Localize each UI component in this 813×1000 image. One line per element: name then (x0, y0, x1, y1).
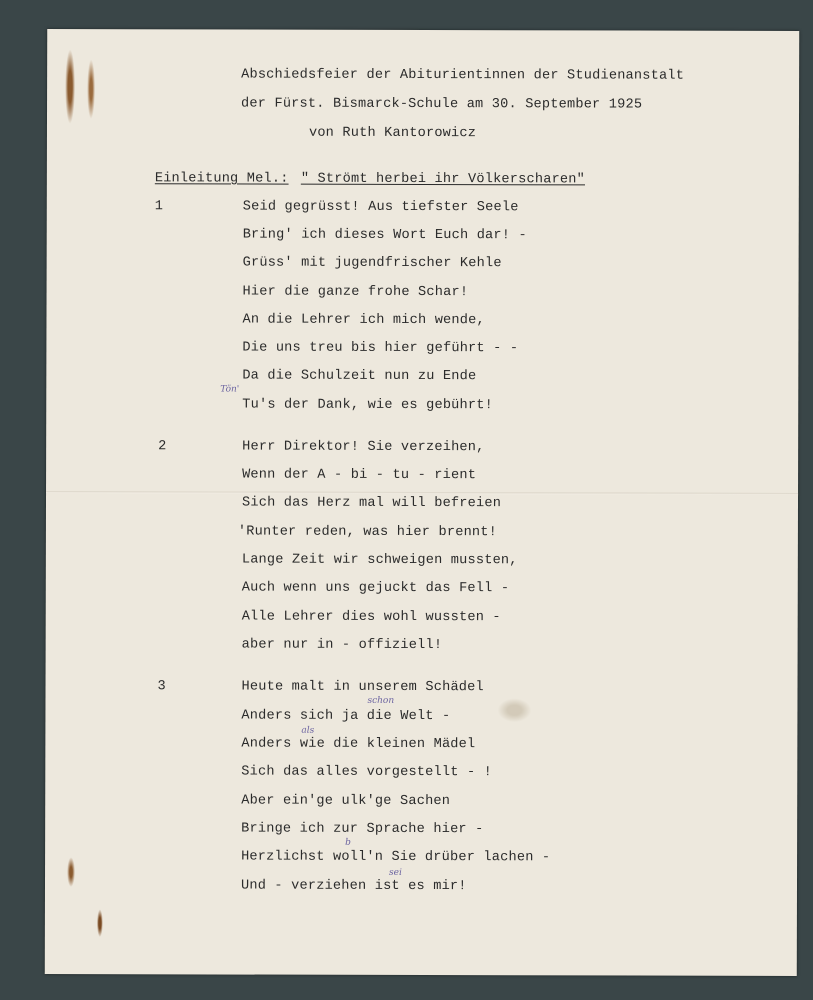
pencil-annotation: schon (367, 695, 395, 706)
verse-line: Herr Direktor! Sie verzeihen, (242, 439, 485, 456)
verse-number: 3 (157, 679, 166, 695)
verse-line: Bring' ich dieses Wort Euch dar! - (242, 227, 527, 244)
verse-number: 1 (154, 199, 163, 215)
header-line-1: Abschiedsfeier der Abiturientinnen der Studienanstalt (241, 67, 685, 84)
pencil-annotation: sei (389, 867, 402, 878)
verse-line: An die Lehrer ich mich wende, (242, 312, 485, 329)
intro-melody: " Strömt herbei ihr Völkerscharen" (300, 171, 586, 188)
paper-fold (46, 491, 798, 495)
verse-line: Heute malt in unserem Schädel (241, 679, 484, 696)
verse-line: Tu's der Dank, wie es gebührt! (242, 397, 494, 414)
verse-line: Die uns treu bis hier geführt - - (242, 340, 519, 357)
verse-line: 'Runter reden, was hier brennt! (237, 524, 498, 541)
verse-line: Aber ein'ge ulk'ge Sachen (241, 793, 451, 810)
verse-line: Anders sich ja die Welt - (241, 708, 451, 725)
header-line-2: der Fürst. Bismarck-Schule am 30. September 1925 (241, 96, 643, 113)
verse-line: Auch wenn uns gejuckt das Fell - (241, 580, 510, 597)
verse-line: aber nur in - offiziell! (241, 637, 443, 654)
verse-line: Wenn der A - bi - tu - rient (242, 467, 477, 484)
verse-line: Hier die ganze frohe Schar! (242, 284, 469, 301)
verse-line: Bringe ich zur Sprache hier - (241, 821, 484, 838)
verse-line: Herzlichst woll'n Sie drüber lachen - (241, 849, 551, 866)
intro-label: Einleitung Mel.: (154, 171, 289, 187)
verse-line: Anders wie die kleinen Mädel (241, 736, 476, 753)
document-page (45, 29, 799, 976)
paper-spot (497, 698, 531, 722)
header-line-3: von Ruth Kantorowicz (308, 125, 477, 142)
rust-stain (87, 59, 95, 119)
verse-number: 2 (158, 439, 167, 455)
verse-line: Lange Zeit wir schweigen mussten, (241, 552, 518, 569)
pencil-annotation: b (345, 837, 351, 848)
rust-stain (65, 49, 75, 124)
rust-stain (67, 857, 75, 887)
verse-line: Da die Schulzeit nun zu Ende (242, 368, 477, 385)
pencil-annotation: Tön' (220, 384, 240, 395)
verse-line: Sich das alles vorgestellt - ! (241, 764, 493, 781)
verse-line: Grüss' mit jugendfrischer Kehle (242, 255, 502, 272)
verse-line: Alle Lehrer dies wohl wussten - (241, 609, 501, 626)
rust-stain (97, 909, 103, 937)
pencil-annotation: als (301, 725, 315, 736)
verse-line: Sich das Herz mal will befreien (241, 495, 502, 512)
verse-line: Und - verziehen ist es mir! (240, 878, 467, 895)
verse-line: Seid gegrüsst! Aus tiefster Seele (242, 199, 519, 216)
